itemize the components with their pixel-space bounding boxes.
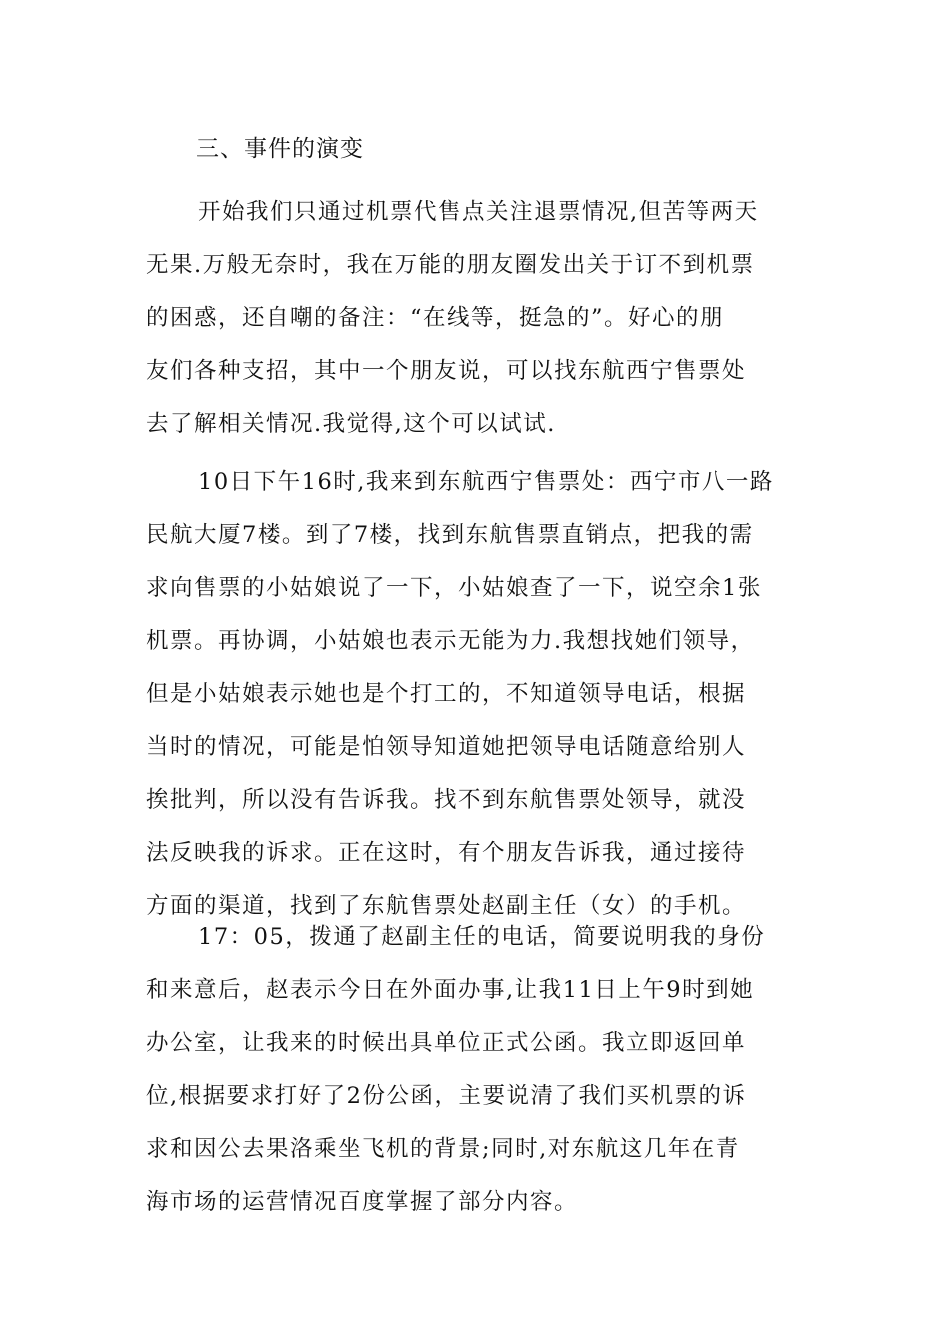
paragraph-line: 机票。再协调，小姑娘也表示无能为力.我想找她们领导， — [146, 628, 755, 654]
paragraph-line: 位,根据要求打好了2份公函，主要说清了我们买机票的诉 — [146, 1083, 747, 1109]
paragraph-line: 民航大厦7楼。到了7楼，找到东航售票直销点，把我的需 — [146, 522, 754, 548]
paragraph-line: 办公室，让我来的时候出具单位正式公函。我立即返回单 — [146, 1030, 747, 1056]
paragraph-line: 友们各种支招，其中一个朋友说，可以找东航西宁售票处 — [146, 358, 747, 384]
paragraph — [146, 456, 816, 933]
paragraph-line: 开始我们只通过机票代售点关注退票情况,但苦等两天 — [198, 199, 759, 225]
paragraph-line: 10日下午16时,我来到东航西宁售票处：西宁市八一路 — [198, 469, 774, 495]
paragraph — [146, 186, 816, 451]
paragraph-line: 海市场的运营情况百度掌握了部分内容。 — [146, 1189, 579, 1215]
paragraph-line: 法反映我的诉求。正在这时，有个朋友告诉我，通过接待 — [146, 840, 747, 866]
paragraph-line: 无果.万般无奈时，我在万能的朋友圈发出关于订不到机票 — [146, 252, 755, 278]
paragraph-line: 求和因公去果洛乘坐飞机的背景;同时,对东航这几年在青 — [146, 1136, 740, 1162]
paragraph-line: 和来意后，赵表示今日在外面办事,让我11日上午9时到她 — [146, 977, 755, 1003]
paragraph-line: 挨批判，所以没有告诉我。找不到东航售票处领导，就没 — [146, 787, 747, 813]
paragraph-line: 方面的渠道，找到了东航售票处赵副主任（女）的手机。 — [146, 893, 747, 919]
paragraph — [146, 911, 816, 1229]
section-heading: 三、事件的演变 — [196, 136, 364, 162]
paragraph-line: 但是小姑娘表示她也是个打工的，不知道领导电话，根据 — [146, 681, 747, 707]
paragraph-line: 去了解相关情况.我觉得,这个可以试试. — [146, 411, 556, 437]
paragraph-line: 求向售票的小姑娘说了一下，小姑娘查了一下，说空余1张 — [146, 575, 762, 601]
paragraph-line: 17：05，拨通了赵副主任的电话，简要说明我的身份 — [198, 924, 766, 950]
paragraph-line: 的困惑，还自嘲的备注：“在线等，挺急的”。好心的朋 — [146, 305, 725, 331]
paragraph-line: 当时的情况，可能是怕领导知道她把领导电话随意给别人 — [146, 734, 747, 760]
